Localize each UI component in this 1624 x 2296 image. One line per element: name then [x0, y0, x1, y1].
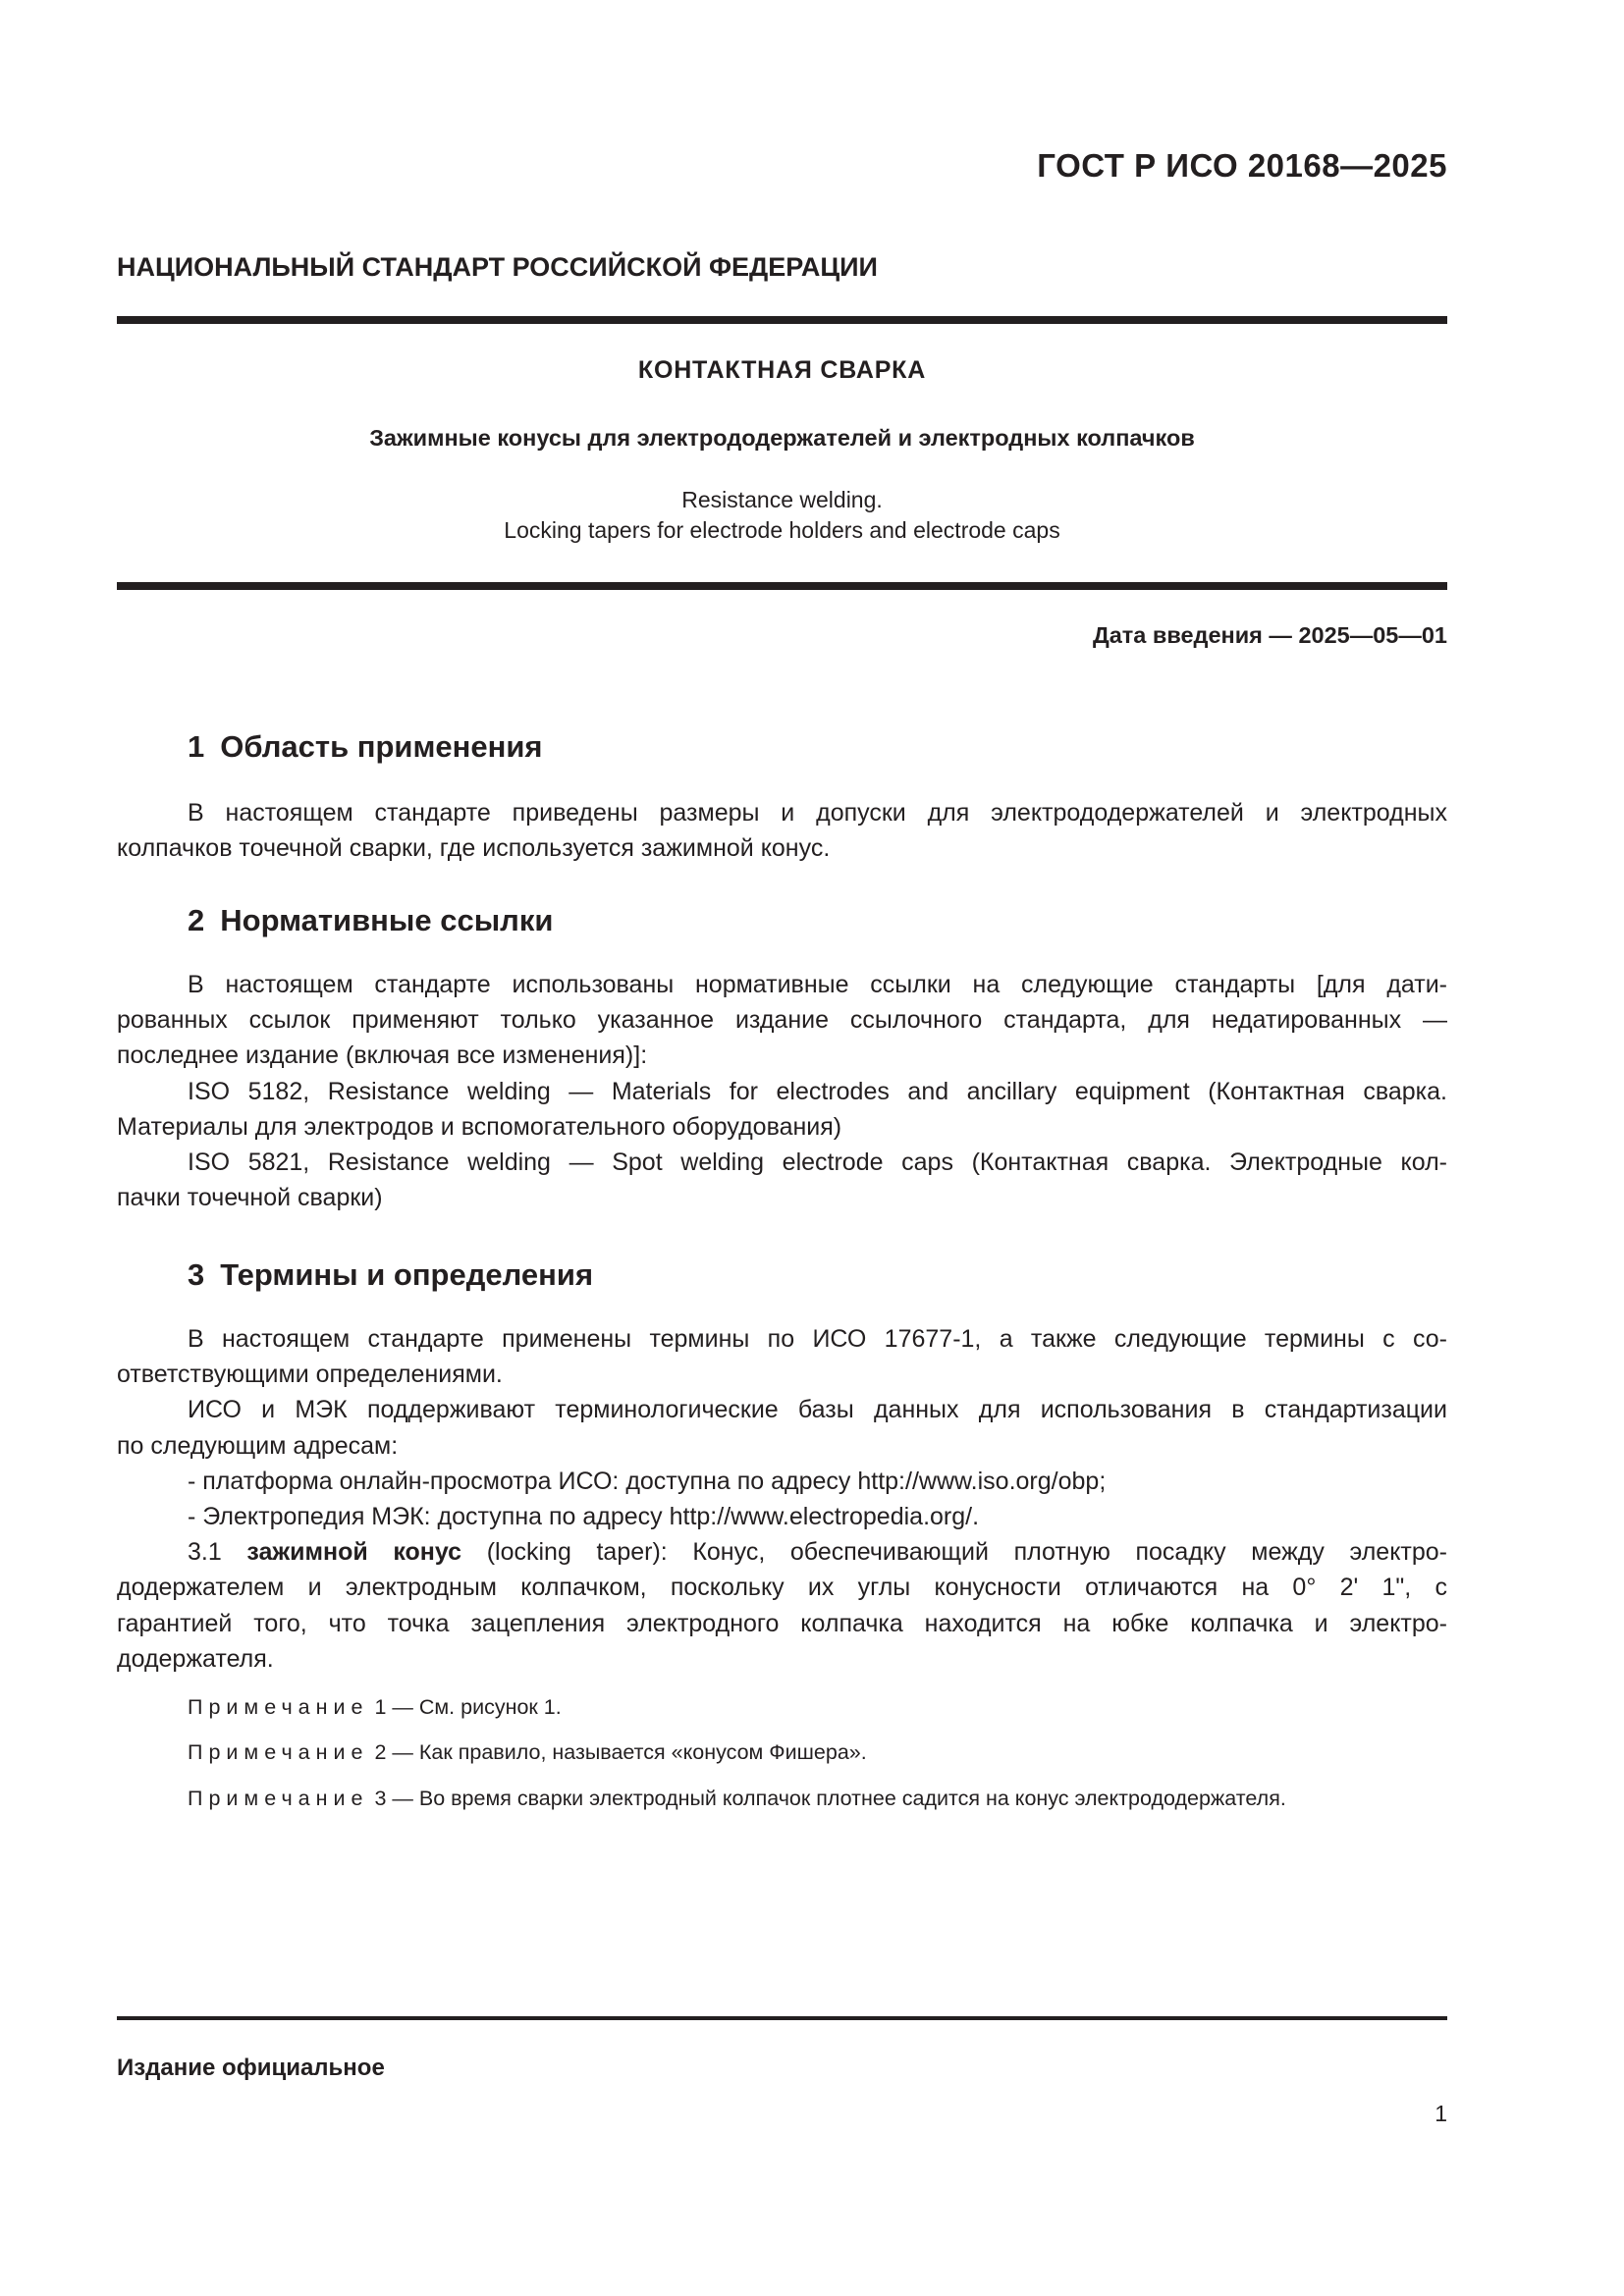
- english-title-line-2: Locking tapers for electrode holders and electrode caps: [504, 517, 1060, 543]
- title-bottom-rule: [117, 582, 1447, 590]
- note-text: 3 — Во время сварки электродный колпачок плотнее садится на конус электрододержателя.: [374, 1787, 1286, 1810]
- top-rule: [117, 316, 1447, 324]
- note-3: [188, 1787, 1286, 1811]
- section-2-number: 2: [188, 903, 205, 937]
- note-label: Примечание: [188, 1695, 369, 1719]
- paragraph-line: последнее издание (включая все изменения)]:: [117, 1041, 648, 1070]
- reference-iso-5821: ISO 5821, Resistance welding — Spot welding electrode caps (Контактная сварка. Электродные кол-: [188, 1148, 1447, 1176]
- introduction-date: Дата введения — 2025—05—01: [1092, 622, 1447, 648]
- term-definition-line: додержателя.: [117, 1644, 274, 1673]
- note-label: Примечание: [188, 1740, 369, 1764]
- reference-iso-5182: ISO 5182, Resistance welding — Materials for electrodes and ancillary equipment (Контактная сварка.: [188, 1077, 1447, 1105]
- paragraph-line: ответствующими определениями.: [117, 1361, 503, 1389]
- section-3-heading: [188, 1257, 593, 1293]
- paragraph-line: по следующим адресам:: [117, 1431, 399, 1460]
- term-definition-line: додержателем и электродным колпачком, поскольку их углы конусности отличаются на 0° 2' 1", с: [117, 1574, 1447, 1602]
- section-1-number: 1: [188, 729, 205, 764]
- term-definition-line: [117, 1534, 1447, 1570]
- document-subtitle: Зажимные конусы для электрододержателей и электродных колпачков: [369, 425, 1195, 451]
- paragraph-line: ИСО и МЭК поддерживают терминологические базы данных для использования в стандартизации: [188, 1396, 1447, 1424]
- paragraph-line: В настоящем стандарте приведены размеры и допуски для электрододержателей и электродных: [188, 799, 1447, 827]
- term-definition-start: (locking taper): Конус, обеспечивающий плотную посадку между электро-: [486, 1538, 1447, 1567]
- bullet-electropedia: - Электропедия МЭК: доступна по адресу http://www.electropedia.org/.: [188, 1502, 980, 1530]
- footer-rule: [117, 2016, 1447, 2020]
- english-title: [117, 485, 1447, 546]
- english-title-line-1: Resistance welding.: [681, 487, 883, 512]
- note-text: 2 — Как правило, называется «конусом Фишера».: [374, 1740, 867, 1764]
- paragraph-line: В настоящем стандарте применены термины по ИСО 17677-1, а также следующие термины с со-: [188, 1325, 1447, 1353]
- standard-id: ГОСТ Р ИСО 20168—2025: [1037, 147, 1447, 184]
- document-title: КОНТАКТНАЯ СВАРКА: [637, 356, 927, 384]
- reference-iso-5821-cont: пачки точечной сварки): [117, 1184, 383, 1212]
- national-standard-banner: НАЦИОНАЛЬНЫЙ СТАНДАРТ РОССИЙСКОЙ ФЕДЕРАЦИИ: [117, 252, 878, 282]
- section-2-body: [117, 967, 1447, 1215]
- term-definition-line: гарантией того, что точка зацепления электродного колпачка находится на юбке колпачка и электро-: [117, 1609, 1447, 1637]
- term-number: 3.1: [188, 1538, 222, 1567]
- section-2-heading: [188, 903, 553, 938]
- note-label: Примечание: [188, 1787, 369, 1810]
- paragraph-line: рованных ссылок применяют только указанное издание ссылочного стандарта, для недатированных —: [117, 1006, 1447, 1035]
- section-3-number: 3: [188, 1257, 205, 1292]
- term-name: зажимной конус: [246, 1538, 462, 1567]
- reference-iso-5182-cont: Материалы для электродов и вспомогательного оборудования): [117, 1112, 842, 1141]
- note-1: [188, 1695, 562, 1720]
- section-1-title: Область применения: [220, 729, 543, 764]
- paragraph-line: В настоящем стандарте использованы нормативные ссылки на следующие стандарты [для дати-: [188, 971, 1447, 998]
- paragraph-line: колпачков точечной сварки, где используется зажимной конус.: [117, 834, 831, 863]
- section-1-paragraph: [117, 795, 1447, 866]
- section-2-title: Нормативные ссылки: [220, 903, 554, 937]
- note-text: 1 — См. рисунок 1.: [374, 1695, 562, 1719]
- page-number: 1: [1435, 2101, 1447, 2126]
- section-3-title: Термины и определения: [220, 1257, 594, 1292]
- note-2: [188, 1740, 867, 1765]
- official-edition-label: Издание официальное: [117, 2055, 385, 2081]
- section-1-heading: [188, 729, 543, 765]
- bullet-iso-obp: - платформа онлайн-просмотра ИСО: доступна по адресу http://www.iso.org/obp;: [188, 1467, 1107, 1495]
- section-3-body: [117, 1321, 1447, 1677]
